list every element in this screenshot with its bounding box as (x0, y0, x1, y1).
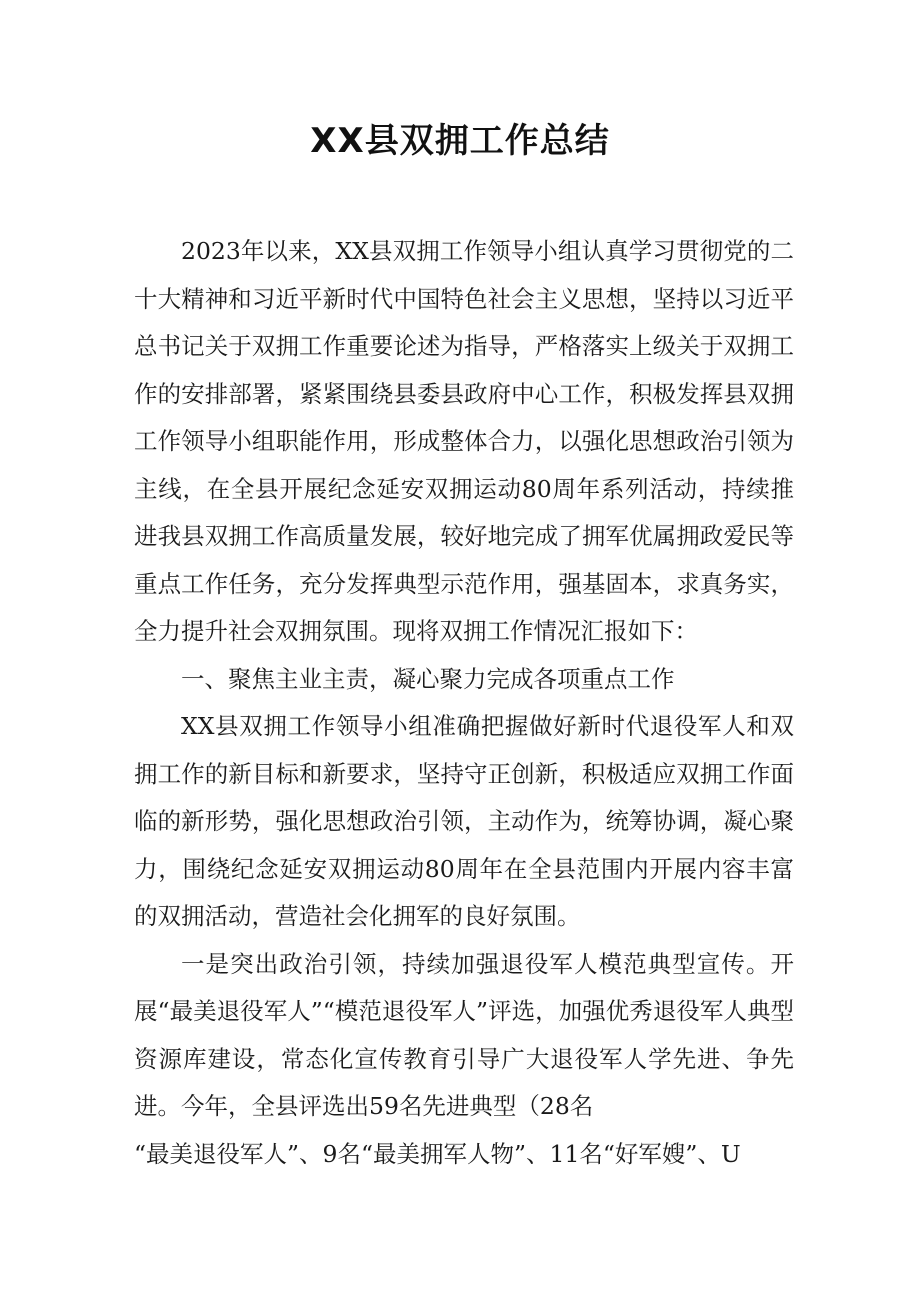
document-title: XX县双拥工作总结 (310, 121, 610, 161)
point-1-paragraph: 一是突出政治引领，持续加强退役军人模范典型宣传。开展“最美退役军人”“模范退役军人”评选，加强优秀退役军人典型资源库建设，常态化宣传教育引导广大退役军人学先进、争先进。今年，全县评选出59名先进典型（28名 (134, 949, 794, 1120)
section-1-paragraph: XX县双拥工作领导小组准确把握做好新时代退役军人和双拥工作的新目标和新要求，坚持守正创新，积极适应双拥工作面临的新形势，强化思想政治引领，主动作为，统筹协调，凝心聚力，围绕纪念延安双拥运动80周年在全县范围内开展内容丰富的双拥活动，营造社会化拥军的良好氛围。 (134, 712, 794, 930)
intro-paragraph: 2023年以来，XX县双拥工作领导小组认真学习贯彻党的二十大精神和习近平新时代中国特色社会主义思想，坚持以习近平总书记关于双拥工作重要论述为指导，严格落实上级关于双拥工作的安排部署，紧紧围绕县委县政府中心工作，积极发挥县双拥工作领导小组职能作用，形成整体合力，以强化思想政治引领为主线，在全县开展纪念延安双拥运动80周年系列活动，持续推进我县双拥工作高质量发展，较好地完成了拥军优属拥政爱民等重点工作任务，充分发挥典型示范作用，强基固本，求真务实，全力提升社会双拥氛围。现将双拥工作情况汇报如下： (134, 237, 794, 645)
last-line: “最美退役军人”、9名“最美拥军人物”、11名“好军嫂”、U (134, 1139, 741, 1168)
document-body (134, 228, 794, 1178)
section-heading-1: 一、聚焦主业主责，凝心聚力完成各项重点工作 (181, 664, 675, 693)
